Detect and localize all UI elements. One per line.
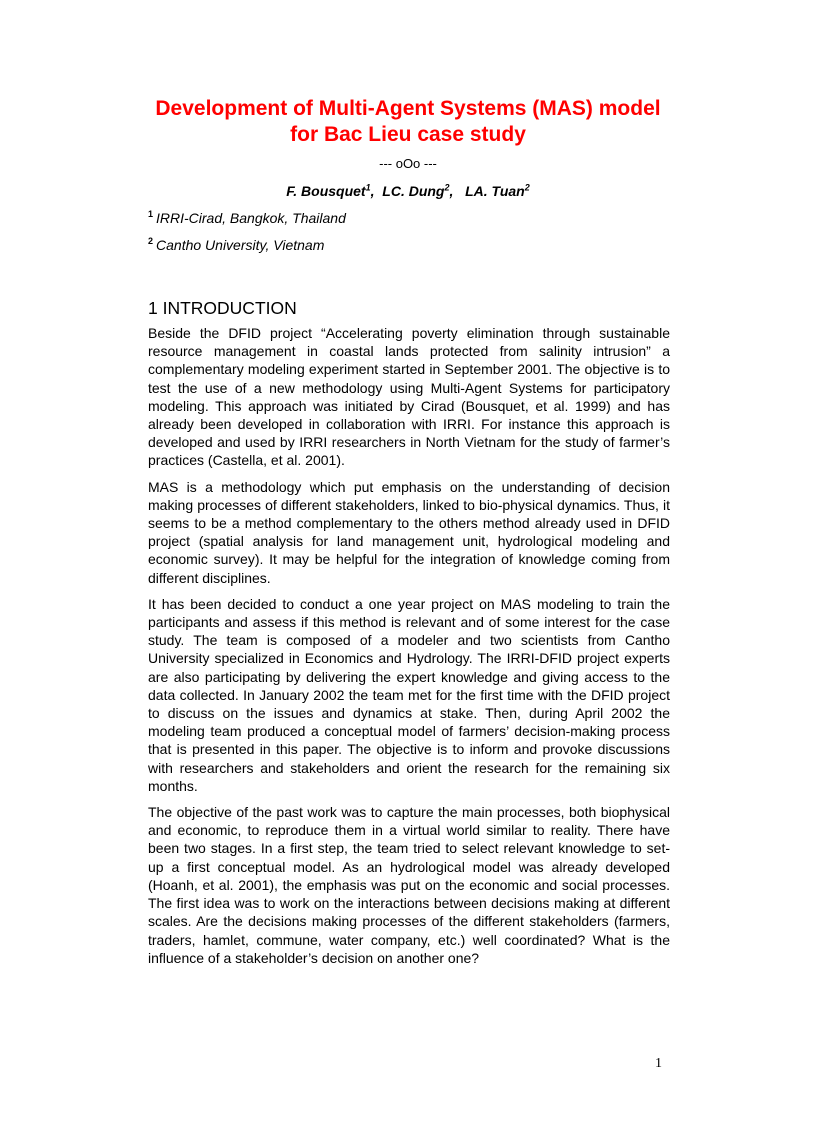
paper-title-line-2: for Bac Lieu case study: [290, 123, 526, 146]
author-list: [120, 182, 696, 200]
page-number: 1: [655, 1056, 662, 1071]
affiliation-text: IRRI-Cirad, Bangkok, Thailand: [156, 210, 346, 226]
body-paragraph: MAS is a methodology which put emphasis on the understanding of decision making processes of different stakeholders, linked to bio-physical dynamics. Thus, it seems to be a method complementary to the others method already used in DFID project (spatial analysis for land management unit, hydrological modeling and economic survey). It may be helpful for the integration of knowledge coming from different disciplines.: [148, 478, 670, 586]
author-affiliation-mark: 2: [524, 182, 530, 193]
author-separator: ,: [449, 183, 466, 199]
affiliation-text: Cantho University, Vietnam: [156, 237, 325, 253]
affiliation-number: 1: [148, 209, 154, 220]
affiliation-number: 2: [148, 236, 154, 247]
author-name: LA. Tuan: [465, 183, 525, 199]
section-heading-introduction: 1 INTRODUCTION: [148, 298, 297, 318]
body-paragraph: It has been decided to conduct a one year project on MAS modeling to train the participants and assess if this method is relevant and of some interest for the case study. The team is composed of a modeler and two scientists from Cantho University specialized in Economics and Hydrology. The IRRI-DFID project experts are also participating by delivering the expert knowledge and giving access to the data collected. In January 2002 the team met for the first time with the DFID project to discuss on the issues and dynamics at stake. Then, during April 2002 the modeling team produced a conceptual model of farmers’ decision-making process that is presented in this paper. The objective is to inform and provoke discussions with researchers and stakeholders and orient the research for the remaining six months.: [148, 595, 670, 794]
author-name: F. Bousquet: [286, 183, 366, 199]
author-affiliation-mark: 1: [365, 182, 371, 193]
paper-title-line-1: Development of Multi-Agent Systems (MAS) model: [155, 97, 661, 120]
body-paragraph: The objective of the past work was to capture the main processes, both biophysical and economic, to reproduce them in a virtual world similar to reality. There have been two stages. In a first step, the team tried to select relevant knowledge to set-up a first conceptual model. As an hydrological model was already developed (Hoanh, et al. 2001), the emphasis was put on the economic and social processes. The first idea was to work on the interactions between decisions making at different scales. Are the decisions making processes of the different stakeholders (farmers, traders, hamlet, commune, water company, etc.) well coordinated? What is the influence of a stakeholder’s decision on another one?: [148, 804, 670, 966]
section-body: [148, 324, 670, 975]
author-name: LC. Dung: [382, 183, 445, 199]
affiliation-2: [148, 236, 324, 254]
author-separator: ,: [370, 183, 383, 199]
affiliation-1: [148, 209, 346, 227]
title-separator: --- oOo ---: [379, 156, 437, 171]
body-paragraph: Beside the DFID project “Accelerating poverty elimination through sustainable resource management in coastal lands protected from salinity intrusion” a complementary modeling experiment started in September 2001. The objective is to test the use of a new methodology using Multi-Agent Systems for participatory modeling. This approach was initiated by Cirad (Bousquet, et al. 1999) and has already been developed in collaboration with IRRI. For instance this approach is developed and used by IRRI researchers in North Vietnam for the study of farmer’s practices (Castella, et al. 2001).: [148, 325, 670, 469]
author-affiliation-mark: 2: [444, 182, 450, 193]
